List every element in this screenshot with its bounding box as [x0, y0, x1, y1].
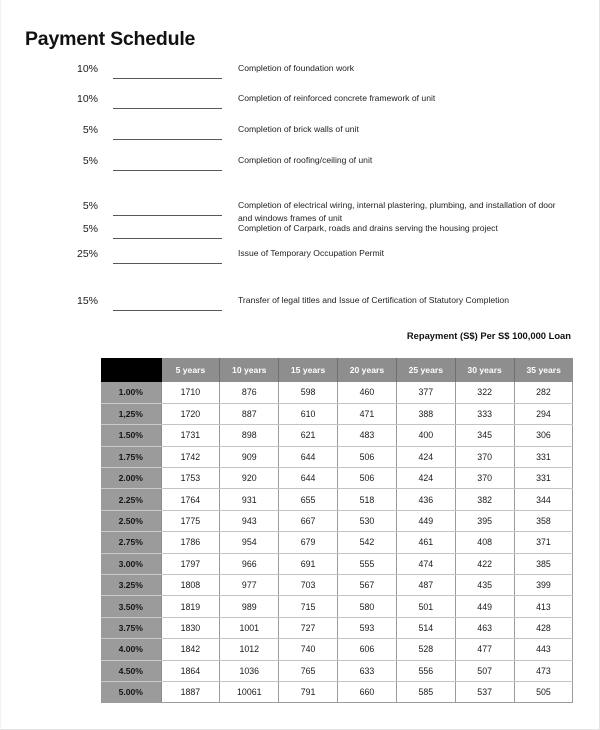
- schedule-percent: 10%: [76, 93, 98, 105]
- table-cell: 408: [455, 532, 514, 553]
- table-cell: 1731: [161, 425, 220, 446]
- table-body: [101, 382, 573, 703]
- table-cell: 422: [455, 553, 514, 574]
- schedule-blank-line[interactable]: [113, 215, 222, 216]
- table-cell: 477: [455, 639, 514, 660]
- schedule-percent: 5%: [82, 200, 98, 212]
- table-cell: 1797: [161, 553, 220, 574]
- table-cell: 1764: [161, 489, 220, 510]
- table-cell: 542: [338, 532, 397, 553]
- table-cell: 399: [514, 575, 573, 596]
- table-cell: 506: [338, 446, 397, 467]
- table-cell: 371: [514, 532, 573, 553]
- table-rate-label: 2.00%: [101, 468, 161, 489]
- table-cell: 610: [279, 403, 338, 424]
- table-row: [101, 489, 573, 510]
- schedule-row: [1, 119, 600, 149]
- table-cell: 567: [338, 575, 397, 596]
- table-cell: 461: [396, 532, 455, 553]
- table-row: [101, 446, 573, 467]
- schedule-blank-line[interactable]: [113, 238, 222, 239]
- table-column-header: 15 years: [279, 358, 338, 382]
- page-title: Payment Schedule: [25, 28, 196, 50]
- table-header-row: [101, 358, 573, 382]
- table-rate-label: 2.25%: [101, 489, 161, 510]
- table-row: [101, 639, 573, 660]
- table-cell: 1710: [161, 382, 220, 403]
- table-cell: 463: [455, 617, 514, 638]
- table-cell: 1808: [161, 575, 220, 596]
- table-rate-label: 3.00%: [101, 553, 161, 574]
- table-cell: 331: [514, 468, 573, 489]
- table-cell: 483: [338, 425, 397, 446]
- table-cell: 606: [338, 639, 397, 660]
- table-cell: 294: [514, 403, 573, 424]
- table-cell: 555: [338, 553, 397, 574]
- table-rate-label: 4.00%: [101, 639, 161, 660]
- table-cell: 382: [455, 489, 514, 510]
- table-cell: 507: [455, 660, 514, 681]
- table-cell: 443: [514, 639, 573, 660]
- table-rate-label: 1,25%: [101, 403, 161, 424]
- table-cell: 1036: [220, 660, 279, 681]
- schedule-row: [1, 150, 600, 180]
- schedule-description: Transfer of legal titles and Issue of Certification of Statutory Completion: [238, 295, 509, 305]
- table-rate-label: 3.50%: [101, 596, 161, 617]
- table-cell: 518: [338, 489, 397, 510]
- table-cell: 593: [338, 617, 397, 638]
- table-cell: 765: [279, 660, 338, 681]
- table-row: [101, 660, 573, 681]
- schedule-blank-line[interactable]: [113, 170, 222, 171]
- table-row: [101, 425, 573, 446]
- table-cell: 424: [396, 468, 455, 489]
- table-cell: 428: [514, 617, 573, 638]
- table-row: [101, 468, 573, 489]
- table-cell: 400: [396, 425, 455, 446]
- table-cell: 345: [455, 425, 514, 446]
- table-rate-label: 3.75%: [101, 617, 161, 638]
- table-cell: 377: [396, 382, 455, 403]
- table-cell: 644: [279, 446, 338, 467]
- table-row: [101, 510, 573, 531]
- table-cell: 791: [279, 681, 338, 702]
- table-cell: 282: [514, 382, 573, 403]
- table-row: [101, 575, 573, 596]
- table-cell: 621: [279, 425, 338, 446]
- table-cell: 909: [220, 446, 279, 467]
- table-cell: 1001: [220, 617, 279, 638]
- table-cell: 876: [220, 382, 279, 403]
- table-cell: 1830: [161, 617, 220, 638]
- table-cell: 473: [514, 660, 573, 681]
- schedule-blank-line[interactable]: [113, 139, 222, 140]
- table-cell: 580: [338, 596, 397, 617]
- table-cell: 660: [338, 681, 397, 702]
- table-cell: 501: [396, 596, 455, 617]
- schedule-percent: 15%: [76, 295, 98, 307]
- schedule-row: [1, 183, 600, 223]
- table-cell: 331: [514, 446, 573, 467]
- table-corner-cell: [101, 358, 161, 382]
- table-cell: 898: [220, 425, 279, 446]
- table-cell: 727: [279, 617, 338, 638]
- table-row: [101, 403, 573, 424]
- schedule-row: [1, 243, 600, 273]
- schedule-blank-line[interactable]: [113, 108, 222, 109]
- table-cell: 715: [279, 596, 338, 617]
- table-cell: 474: [396, 553, 455, 574]
- table-rate-label: 2.75%: [101, 532, 161, 553]
- table-cell: 506: [338, 468, 397, 489]
- table-cell: 667: [279, 510, 338, 531]
- table-cell: 679: [279, 532, 338, 553]
- table-cell: 385: [514, 553, 573, 574]
- table-cell: 333: [455, 403, 514, 424]
- table-cell: 436: [396, 489, 455, 510]
- table-row: [101, 596, 573, 617]
- table-cell: 585: [396, 681, 455, 702]
- table-cell: 370: [455, 446, 514, 467]
- table-cell: 1775: [161, 510, 220, 531]
- table-column-header: 20 years: [338, 358, 397, 382]
- schedule-description: Completion of roofing/ceiling of unit: [238, 155, 373, 165]
- schedule-row: [1, 58, 600, 88]
- table-cell: 556: [396, 660, 455, 681]
- table-rate-label: 2.50%: [101, 510, 161, 531]
- repayment-rates-table: [101, 358, 573, 703]
- schedule-blank-line[interactable]: [113, 78, 222, 79]
- schedule-description: Issue of Temporary Occupation Permit: [238, 248, 384, 258]
- table-row: [101, 382, 573, 403]
- table-cell: 977: [220, 575, 279, 596]
- table-cell: 358: [514, 510, 573, 531]
- schedule-description: Completion of brick walls of unit: [238, 124, 359, 134]
- table-cell: 460: [338, 382, 397, 403]
- table-cell: 413: [514, 596, 573, 617]
- table-column-header: 5 years: [161, 358, 220, 382]
- table-cell: 691: [279, 553, 338, 574]
- table-cell: 449: [455, 596, 514, 617]
- table-cell: 1012: [220, 639, 279, 660]
- table-column-header: 35 years: [514, 358, 573, 382]
- table-rate-label: 1.50%: [101, 425, 161, 446]
- table-cell: 598: [279, 382, 338, 403]
- schedule-percent: 5%: [82, 155, 98, 167]
- table-rate-label: 1.75%: [101, 446, 161, 467]
- table-cell: 322: [455, 382, 514, 403]
- table-cell: 10061: [220, 681, 279, 702]
- table-cell: 887: [220, 403, 279, 424]
- table-cell: 920: [220, 468, 279, 489]
- table-row: [101, 681, 573, 702]
- schedule-row: [1, 88, 600, 118]
- table-cell: 370: [455, 468, 514, 489]
- schedule-percent: 25%: [76, 248, 98, 260]
- table-cell: 449: [396, 510, 455, 531]
- schedule-description: Completion of electrical wiring, internal plastering, plumbing, and installation of door and windows frames of unit: [238, 200, 556, 223]
- table-row: [101, 617, 573, 638]
- table-cell: 487: [396, 575, 455, 596]
- schedule-description: Completion of foundation work: [238, 63, 355, 73]
- table-cell: 633: [338, 660, 397, 681]
- schedule-percent: 5%: [82, 223, 98, 235]
- schedule-percent: 5%: [82, 124, 98, 136]
- table-cell: 306: [514, 425, 573, 446]
- table-cell: 1819: [161, 596, 220, 617]
- schedule-blank-line[interactable]: [113, 263, 222, 264]
- table-cell: 1842: [161, 639, 220, 660]
- table-cell: 954: [220, 532, 279, 553]
- table-rate-label: 5.00%: [101, 681, 161, 702]
- table-column-header: 10 years: [220, 358, 279, 382]
- table-cell: 395: [455, 510, 514, 531]
- table-cell: 1887: [161, 681, 220, 702]
- schedule-description: Completion of Carpark, roads and drains serving the housing project: [238, 223, 498, 233]
- table-row: [101, 553, 573, 574]
- schedule-row: [1, 278, 600, 308]
- schedule-percent: 10%: [76, 63, 98, 75]
- table-cell: 1753: [161, 468, 220, 489]
- table-column-header: 30 years: [455, 358, 514, 382]
- table-cell: 1720: [161, 403, 220, 424]
- table-cell: 655: [279, 489, 338, 510]
- repayment-table-caption: Repayment (S$) Per S$ 100,000 Loan: [406, 330, 571, 341]
- table-rate-label: 4.50%: [101, 660, 161, 681]
- table-cell: 1864: [161, 660, 220, 681]
- table-cell: 424: [396, 446, 455, 467]
- table-cell: 530: [338, 510, 397, 531]
- table-cell: 989: [220, 596, 279, 617]
- table-cell: 740: [279, 639, 338, 660]
- table-cell: 537: [455, 681, 514, 702]
- table-cell: 514: [396, 617, 455, 638]
- table-cell: 1742: [161, 446, 220, 467]
- table-cell: 505: [514, 681, 573, 702]
- table-cell: 435: [455, 575, 514, 596]
- table-cell: 1786: [161, 532, 220, 553]
- table-cell: 931: [220, 489, 279, 510]
- table-cell: 344: [514, 489, 573, 510]
- table-rate-label: 3.25%: [101, 575, 161, 596]
- table-rate-label: 1.00%: [101, 382, 161, 403]
- schedule-blank-line[interactable]: [113, 310, 222, 311]
- table-cell: 471: [338, 403, 397, 424]
- table-cell: 943: [220, 510, 279, 531]
- table-cell: 966: [220, 553, 279, 574]
- table-cell: 644: [279, 468, 338, 489]
- table-cell: 388: [396, 403, 455, 424]
- schedule-description: Completion of reinforced concrete framework of unit: [238, 93, 436, 103]
- table-column-header: 25 years: [396, 358, 455, 382]
- table-cell: 703: [279, 575, 338, 596]
- table-header: [101, 358, 573, 382]
- table-row: [101, 532, 573, 553]
- table-cell: 528: [396, 639, 455, 660]
